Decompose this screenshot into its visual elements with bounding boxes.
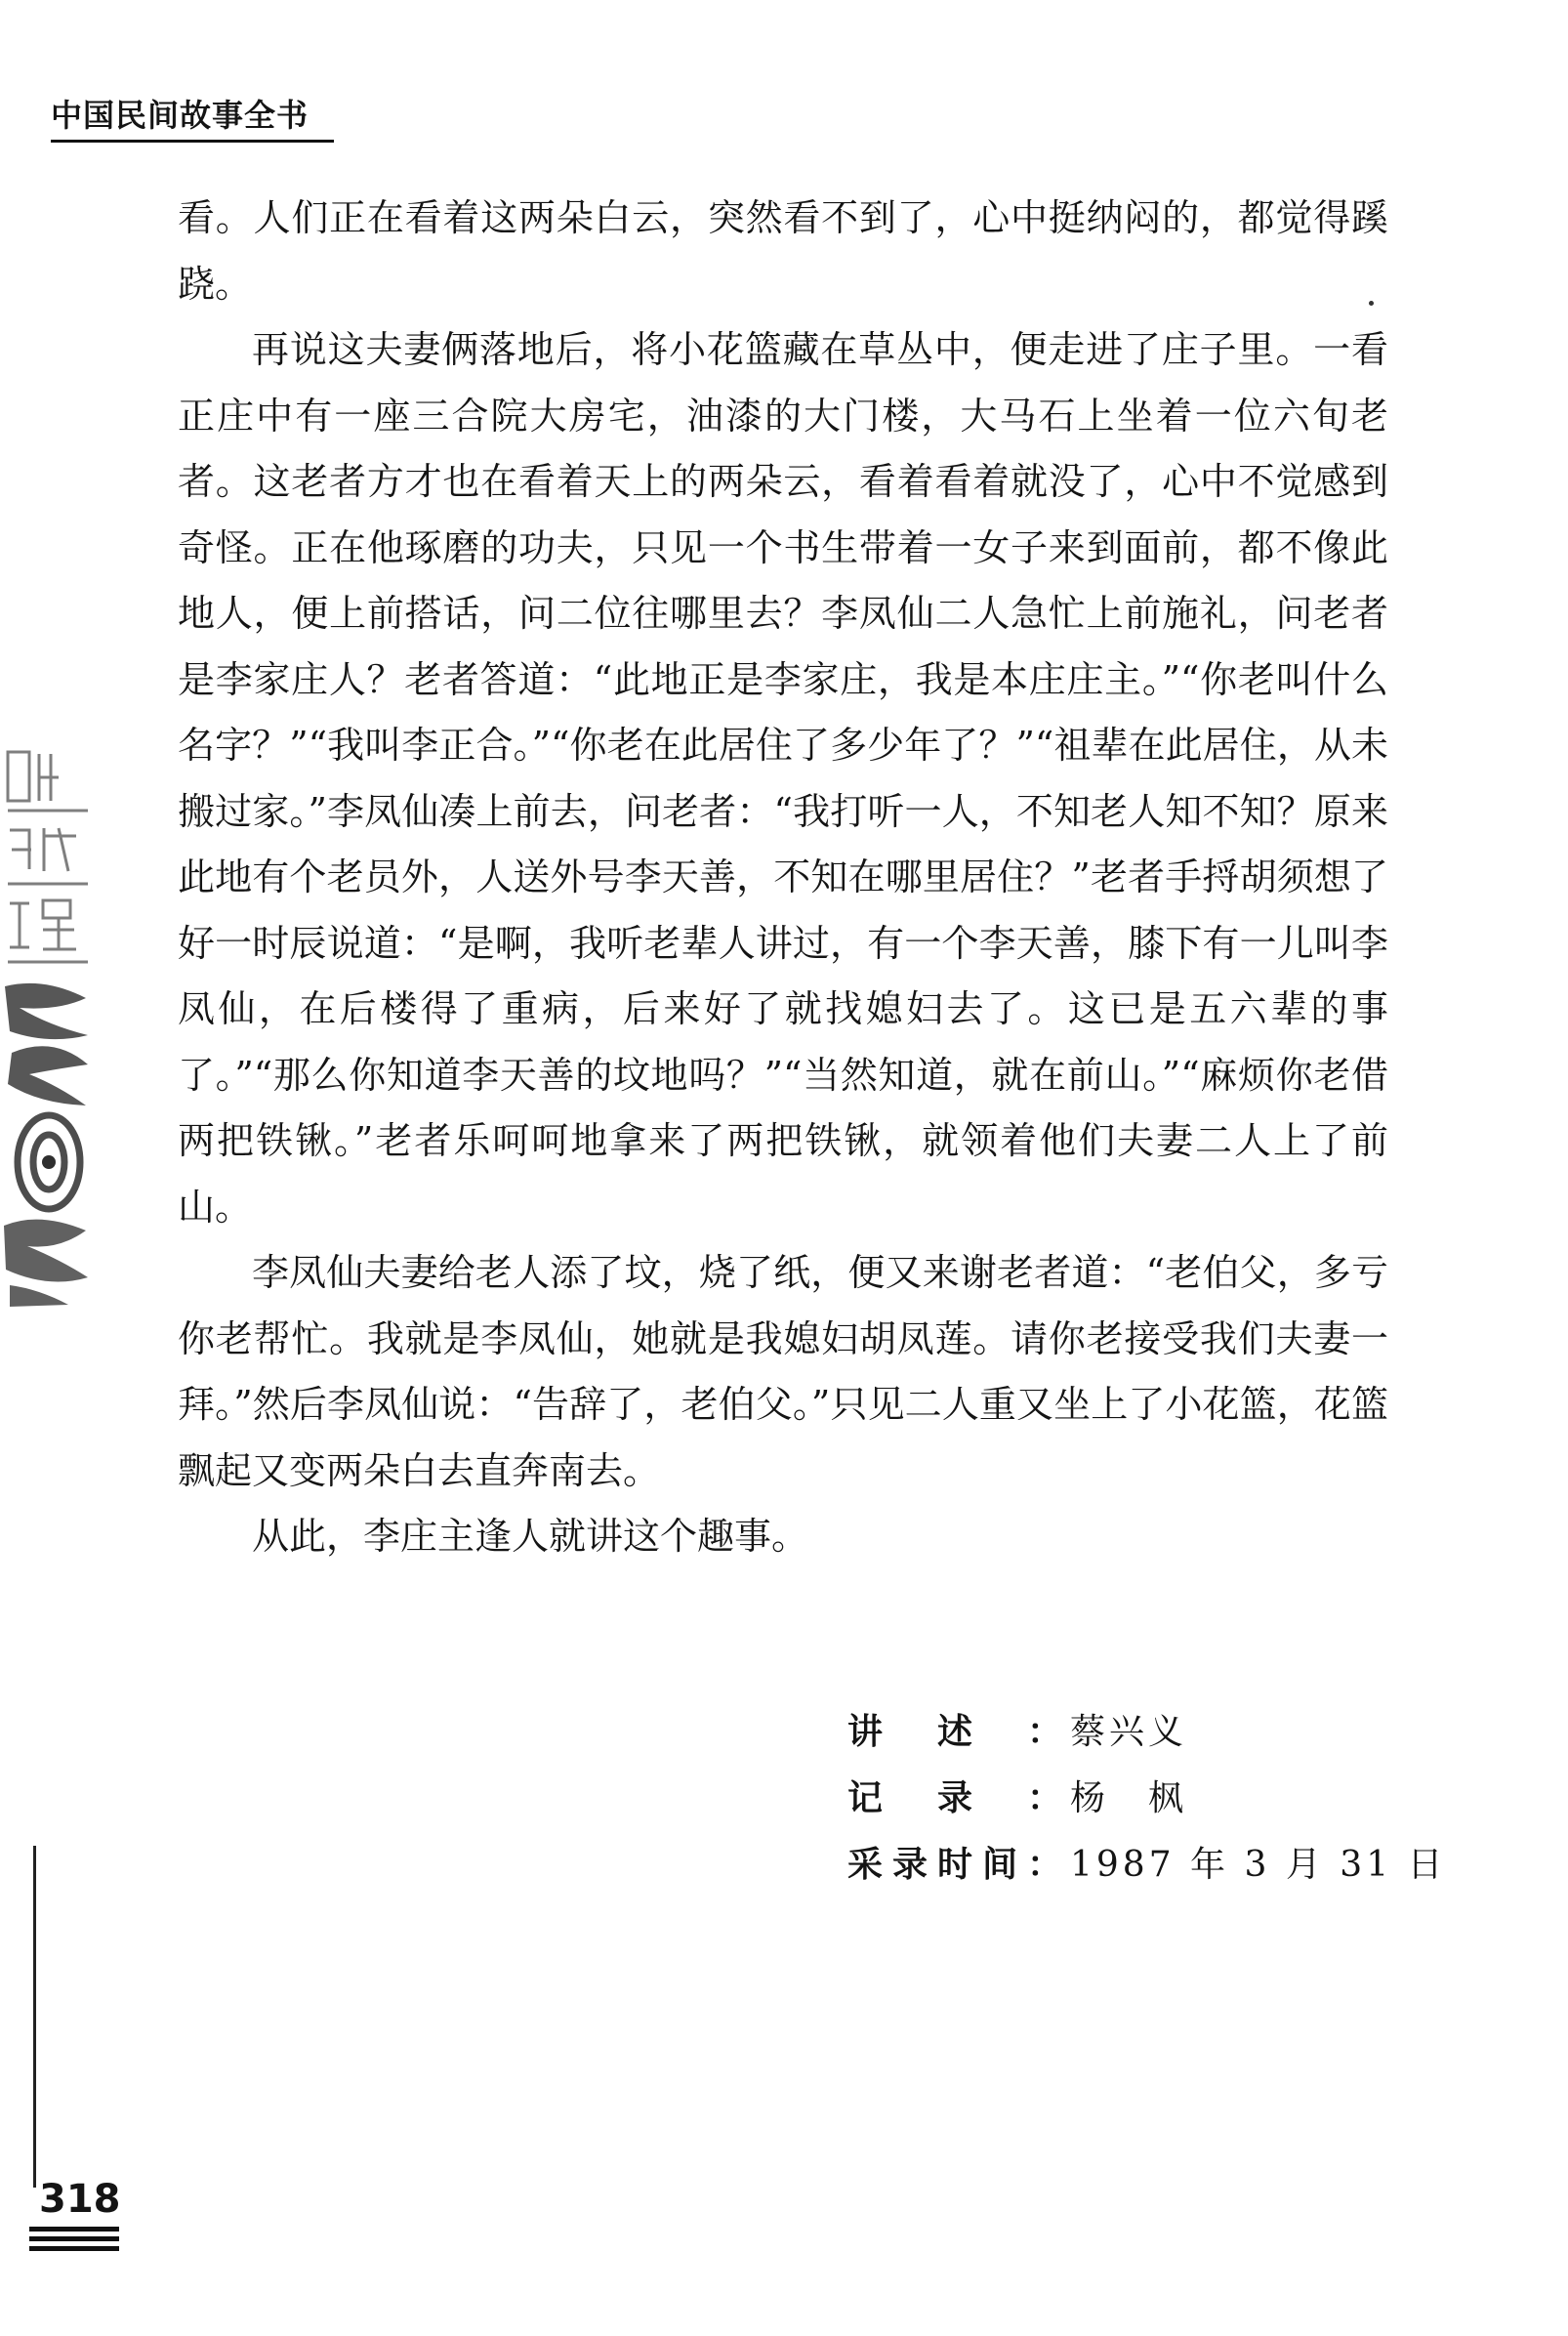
story-body — [178, 186, 1388, 1570]
page-number-rule — [29, 2246, 119, 2251]
paragraph: 再说这夫妻俩落地后，将小花篮藏在草丛中，便走进了庄子里。一看正庄中有一座三合院大房宅，油漆的大门楼，大马石上坐着一位六旬老者。这老者方才也在看着天上的两朵云，看着看着就没了，心中不觉感到奇怪。正在他琢磨的功夫，只见一个书生带着一女子来到面前，都不像此地人，便上前搭话，问二位往哪里去？李凤仙二人急忙上前施礼，问老者是李家庄人？老者答道：“此地正是李家庄，我是本庄庄主。”“你老叫什么名字？”“我叫李正合。”“你老在此居住了多少年了？”“祖辈在此居住，从未搬过家。”李凤仙凑上前去，问老者：“我打听一人，不知老人知不知？原来此地有个老员外，人送外号李天善，不知在哪里居住？”老者手捋胡须想了好一时辰说道：“是啊，我听老辈人讲过，有一个李天善，膝下有一儿叫李凤仙，在后楼得了重病，后来好了就找媳妇去了。这已是五六辈的事了。”“那么你知道李天善的坟地吗？”“当然知道，就在前山。”“麻烦你老借两把铁锹。”老者乐呵呵地拿来了两把铁锹，就领着他们夫妻二人上了前山。 — [178, 328, 1388, 1229]
credit-value: 蔡兴义 — [1070, 1712, 1188, 1752]
paragraph-continuation: 看。人们正在看着这两朵白云，突然看不到了，心中挺纳闷的，都觉得蹊跷。 — [178, 196, 1388, 306]
credit-date — [847, 1832, 1447, 1898]
page-number-rule — [29, 2236, 119, 2241]
credit-label: 采录时间： — [847, 1845, 1062, 1885]
credit-recorder — [847, 1766, 1447, 1832]
header-underline — [51, 140, 334, 143]
page-number: 318 — [39, 2177, 121, 2222]
running-header-title: 中国民间故事全书 — [51, 97, 309, 134]
page-number-rule — [29, 2227, 119, 2232]
story-credits — [847, 1699, 1447, 1898]
paragraph: 从此，李庄主逢人就讲这个趣事。 — [252, 1515, 809, 1558]
credit-value: 杨 枫 — [1070, 1778, 1188, 1818]
credit-label: 记录： — [847, 1778, 1062, 1818]
margin-rule — [33, 1846, 36, 2188]
credit-label: 讲述： — [847, 1712, 1062, 1752]
credit-value: 1987 年 3 月 31 日 — [1070, 1845, 1447, 1885]
paragraph: 李凤仙夫妻给老人添了坟，烧了纸，便又来谢老者道：“老伯父，多亏你老帮忙。我就是李凤仙，她就是我媳妇胡凤莲。请你老接受我们夫妻一拜。”然后李凤仙说：“告辞了，老伯父。”只见二人重又坐上了小花篮，花篮飘起又变两朵白去直奔南去。 — [178, 1251, 1388, 1492]
credit-narrator — [847, 1699, 1447, 1766]
side-ornament-graphic — [0, 742, 93, 1309]
